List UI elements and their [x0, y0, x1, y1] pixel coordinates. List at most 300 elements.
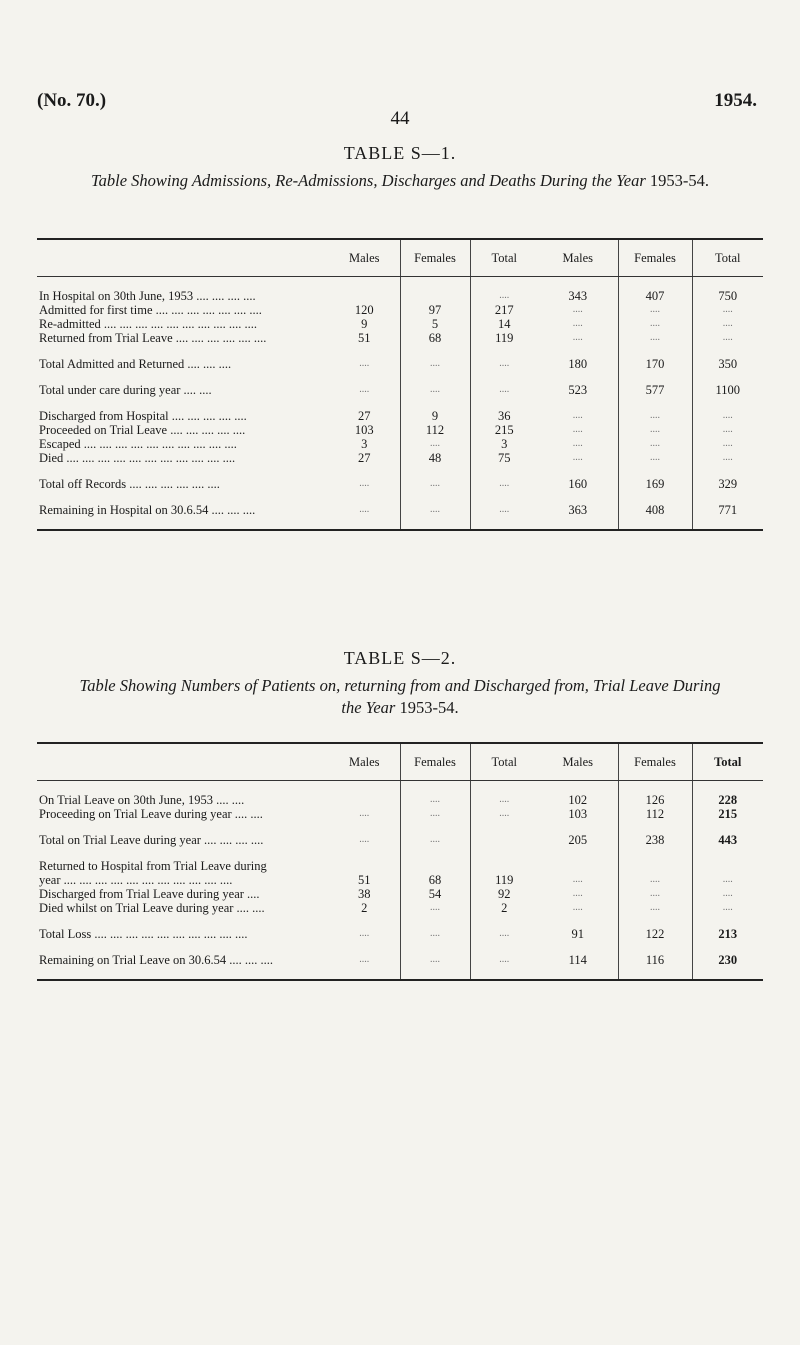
table-cell: .... — [359, 504, 370, 515]
table1-col-header: Total — [692, 239, 763, 277]
table-row — [37, 807, 763, 821]
table-row — [37, 331, 763, 345]
spacer-cell — [37, 517, 329, 530]
row-label: Died whilst on Trial Leave during year .... .... — [39, 901, 265, 915]
table-cell: .... — [618, 317, 692, 331]
table-cell: .... — [400, 953, 470, 967]
spacer-cell — [618, 277, 692, 290]
table2-subtitle-line1: Table Showing Numbers of Patients on, returning from and Discharged from, Trial Leave During — [79, 676, 721, 695]
table-cell — [470, 859, 538, 873]
table-cell: 215 — [692, 807, 763, 821]
table-cell: .... — [470, 503, 538, 517]
spacer-cell — [618, 941, 692, 953]
table-cell: 170 — [618, 357, 692, 371]
table-cell: .... — [400, 833, 470, 847]
spacer-row — [37, 465, 763, 477]
table-cell: .... — [692, 887, 763, 901]
table-cell: 27 — [358, 409, 371, 423]
spacer-cell — [470, 397, 538, 409]
spacer-cell — [692, 781, 763, 794]
row-label: Remaining on Trial Leave on 30.6.54 .... .... .... — [39, 953, 274, 967]
row-label: Total on Trial Leave during year .... .... .... .... — [39, 833, 264, 847]
table-cell: .... — [618, 901, 692, 915]
table-cell: .... — [572, 410, 583, 421]
spacer-cell — [329, 821, 400, 833]
table1-col-header: Females — [618, 239, 692, 277]
table-cell: .... — [572, 902, 583, 913]
table-row — [37, 383, 763, 397]
table2-subtitle-line2-wrap — [20, 697, 780, 719]
table-cell: .... — [400, 357, 470, 371]
table-cell: .... — [400, 503, 470, 517]
spacer-cell — [37, 941, 329, 953]
spacer-cell — [37, 345, 329, 357]
spacer-row — [37, 821, 763, 833]
table-cell: 68 — [400, 873, 470, 887]
spacer-cell — [618, 915, 692, 927]
table-cell: .... — [359, 358, 370, 369]
spacer-cell — [618, 781, 692, 794]
table1 — [37, 238, 763, 531]
table-row — [37, 833, 763, 847]
table-cell: 119 — [470, 331, 538, 345]
table-cell: .... — [400, 927, 470, 941]
spacer-cell — [470, 491, 538, 503]
table-cell: 350 — [692, 357, 763, 371]
table-cell: .... — [618, 303, 692, 317]
table2-col-header: Total — [692, 743, 763, 781]
table-row — [37, 953, 763, 967]
spacer-row — [37, 491, 763, 503]
spacer-cell — [618, 847, 692, 859]
spacer-cell — [618, 491, 692, 503]
spacer-cell — [538, 465, 618, 477]
table-cell: .... — [618, 437, 692, 451]
table-cell: 122 — [618, 927, 692, 941]
table-cell: .... — [470, 807, 538, 821]
row-label: Proceeded on Trial Leave .... .... .... .... .... — [39, 423, 246, 437]
table-cell: .... — [692, 423, 763, 437]
table-cell: 38 — [358, 887, 371, 901]
table-cell: 169 — [618, 477, 692, 491]
table1-col-header: Males — [538, 239, 618, 277]
table-row — [37, 927, 763, 941]
table-cell: 103 — [354, 423, 374, 437]
spacer-cell — [37, 781, 329, 794]
spacer-cell — [470, 821, 538, 833]
table-cell: 443 — [692, 833, 763, 847]
table-cell: 92 — [470, 887, 538, 901]
table2-subtitle-year: 1953-54. — [399, 698, 459, 717]
table-cell: .... — [470, 477, 538, 491]
row-label: year .... .... .... .... .... .... .... .... .... .... .... — [39, 873, 233, 887]
table-cell: 238 — [618, 833, 692, 847]
table-cell: .... — [572, 874, 583, 885]
table-cell: .... — [400, 477, 470, 491]
table-cell: .... — [692, 317, 763, 331]
table-cell: 230 — [692, 953, 763, 967]
row-label: Died .... .... .... .... .... .... .... .... .... .... .... — [39, 451, 236, 465]
spacer-cell — [37, 465, 329, 477]
table-cell: .... — [692, 409, 763, 423]
spacer-cell — [538, 915, 618, 927]
spacer-cell — [470, 967, 538, 980]
table-cell: 771 — [692, 503, 763, 517]
table-cell: 213 — [692, 927, 763, 941]
table-cell: .... — [572, 304, 583, 315]
table-cell: .... — [692, 451, 763, 465]
table-row — [37, 873, 763, 887]
publication-year: 1954. — [714, 90, 757, 111]
table-cell — [400, 289, 470, 303]
spacer-cell — [538, 517, 618, 530]
spacer-cell — [470, 847, 538, 859]
spacer-cell — [692, 371, 763, 383]
table-cell: 14 — [470, 317, 538, 331]
spacer-cell — [692, 345, 763, 357]
table-cell: 205 — [568, 833, 588, 847]
table-cell: 126 — [618, 793, 692, 807]
spacer-cell — [400, 967, 470, 980]
table-row — [37, 303, 763, 317]
row-label: In Hospital on 30th June, 1953 .... .... .... .... — [39, 289, 256, 303]
table-cell: 523 — [568, 383, 588, 397]
spacer-cell — [37, 915, 329, 927]
table2-col-header: Females — [400, 743, 470, 781]
table-cell: .... — [400, 437, 470, 451]
table-cell: 51 — [358, 331, 371, 345]
table-cell: 329 — [692, 477, 763, 491]
row-label: Returned to Hospital from Trial Leave during — [39, 859, 267, 873]
spacer-cell — [37, 847, 329, 859]
spacer-cell — [538, 941, 618, 953]
table-cell: .... — [692, 873, 763, 887]
table-cell: 51 — [358, 873, 371, 887]
spacer-cell — [692, 397, 763, 409]
table-cell: 2 — [470, 901, 538, 915]
spacer-cell — [37, 277, 329, 290]
spacer-cell — [37, 821, 329, 833]
spacer-row — [37, 915, 763, 927]
row-label: Discharged from Trial Leave during year .... — [39, 887, 260, 901]
table-row — [37, 503, 763, 517]
spacer-cell — [470, 517, 538, 530]
table-row — [37, 859, 763, 873]
spacer-cell — [329, 915, 400, 927]
table-cell: 48 — [400, 451, 470, 465]
spacer-cell — [538, 491, 618, 503]
table-cell: .... — [692, 437, 763, 451]
table-cell: .... — [618, 423, 692, 437]
table-cell: 75 — [470, 451, 538, 465]
spacer-cell — [470, 465, 538, 477]
spacer-cell — [538, 371, 618, 383]
table-cell: .... — [572, 438, 583, 449]
table-cell: 119 — [470, 873, 538, 887]
table-cell: .... — [618, 873, 692, 887]
table-cell — [538, 859, 618, 873]
table1-col-header: Males — [329, 239, 400, 277]
table-cell: 217 — [470, 303, 538, 317]
table2-body — [37, 781, 763, 981]
table-row — [37, 451, 763, 465]
spacer-row — [37, 941, 763, 953]
spacer-cell — [329, 491, 400, 503]
table-cell: 408 — [618, 503, 692, 517]
table-row — [37, 357, 763, 371]
table-cell: .... — [572, 332, 583, 343]
table-row — [37, 437, 763, 451]
table-cell: .... — [400, 901, 470, 915]
spacer-cell — [329, 465, 400, 477]
spacer-cell — [692, 941, 763, 953]
table-cell: 112 — [618, 807, 692, 821]
table2-col-header: Females — [618, 743, 692, 781]
spacer-cell — [400, 941, 470, 953]
table-cell: 91 — [571, 927, 584, 941]
spacer-cell — [37, 967, 329, 980]
table-cell: .... — [618, 331, 692, 345]
spacer-cell — [329, 371, 400, 383]
spacer-cell — [692, 517, 763, 530]
spacer-cell — [329, 941, 400, 953]
table-cell: 112 — [400, 423, 470, 437]
table-cell: .... — [692, 901, 763, 915]
spacer-cell — [538, 847, 618, 859]
table-cell: 9 — [400, 409, 470, 423]
spacer-cell — [329, 967, 400, 980]
table-cell: .... — [470, 357, 538, 371]
table-cell: .... — [470, 793, 538, 807]
table-cell: 215 — [470, 423, 538, 437]
table-cell: 3 — [470, 437, 538, 451]
table-cell: .... — [572, 424, 583, 435]
table-cell: 343 — [568, 289, 588, 303]
row-label: Escaped .... .... .... .... .... .... .... .... .... .... — [39, 437, 237, 451]
spacer-cell — [329, 517, 400, 530]
spacer-cell — [618, 345, 692, 357]
table-cell: 114 — [568, 953, 587, 967]
table-row — [37, 793, 763, 807]
table-cell: .... — [572, 318, 583, 329]
row-label: Total off Records .... .... .... .... .... .... — [39, 477, 220, 491]
table-row — [37, 409, 763, 423]
table-cell: 750 — [692, 289, 763, 303]
table-row — [37, 901, 763, 915]
table-cell: 120 — [354, 303, 374, 317]
spacer-cell — [618, 371, 692, 383]
spacer-cell — [470, 781, 538, 794]
spacer-cell — [618, 465, 692, 477]
table-cell: .... — [692, 303, 763, 317]
spacer-cell — [400, 491, 470, 503]
spacer-cell — [470, 345, 538, 357]
spacer-row — [37, 397, 763, 409]
table-cell: .... — [400, 793, 470, 807]
spacer-cell — [37, 491, 329, 503]
table2-subtitle-line2: the Year — [341, 698, 396, 717]
table-cell: .... — [618, 409, 692, 423]
table-row — [37, 317, 763, 331]
spacer-cell — [538, 397, 618, 409]
spacer-cell — [538, 821, 618, 833]
spacer-cell — [400, 277, 470, 290]
table2-row-header — [37, 743, 329, 781]
spacer-cell — [400, 517, 470, 530]
row-label: Total Loss .... .... .... .... .... .... .... .... .... .... — [39, 927, 248, 941]
table-cell: 5 — [400, 317, 470, 331]
spacer-row — [37, 277, 763, 290]
table-cell: 228 — [692, 793, 763, 807]
table-cell: .... — [359, 478, 370, 489]
spacer-cell — [538, 967, 618, 980]
table1-col-header: Females — [400, 239, 470, 277]
table2 — [37, 742, 763, 981]
table-cell: 116 — [618, 953, 692, 967]
spacer-cell — [470, 371, 538, 383]
spacer-row — [37, 517, 763, 530]
spacer-cell — [400, 821, 470, 833]
row-label: On Trial Leave on 30th June, 1953 .... .... — [39, 793, 245, 807]
spacer-cell — [692, 821, 763, 833]
table-row — [37, 477, 763, 491]
table2-col-header: Males — [329, 743, 400, 781]
spacer-cell — [618, 517, 692, 530]
table1-col-header: Total — [470, 239, 538, 277]
spacer-row — [37, 847, 763, 859]
table-cell: 577 — [618, 383, 692, 397]
table-cell — [618, 859, 692, 873]
spacer-cell — [618, 821, 692, 833]
spacer-cell — [400, 397, 470, 409]
table-cell: 27 — [358, 451, 371, 465]
table-cell: 160 — [568, 477, 588, 491]
spacer-cell — [400, 915, 470, 927]
row-label: Total under care during year .... .... — [39, 383, 212, 397]
table-cell: 36 — [470, 409, 538, 423]
table-cell — [329, 289, 400, 303]
spacer-cell — [400, 371, 470, 383]
spacer-row — [37, 345, 763, 357]
table-cell: .... — [470, 927, 538, 941]
table-cell — [329, 793, 400, 807]
table-cell: 1100 — [692, 383, 763, 397]
table-cell: .... — [470, 289, 538, 303]
table-row — [37, 289, 763, 303]
table-row — [37, 423, 763, 437]
table-cell: 68 — [400, 331, 470, 345]
table-cell: 102 — [568, 793, 588, 807]
spacer-cell — [692, 465, 763, 477]
spacer-cell — [400, 781, 470, 794]
table-cell — [400, 859, 470, 873]
spacer-cell — [538, 781, 618, 794]
spacer-cell — [329, 277, 400, 290]
table1-row-header — [37, 239, 329, 277]
row-label: Remaining in Hospital on 30.6.54 .... .... .... — [39, 503, 256, 517]
publication-number: (No. 70.) — [37, 90, 107, 111]
table-cell: .... — [470, 953, 538, 967]
spacer-cell — [400, 345, 470, 357]
table-cell: 9 — [361, 317, 368, 331]
table-cell — [692, 859, 763, 873]
table1-subtitle — [20, 170, 780, 192]
spacer-cell — [329, 847, 400, 859]
spacer-cell — [692, 847, 763, 859]
table-cell: 3 — [361, 437, 368, 451]
spacer-row — [37, 781, 763, 794]
table2-col-header: Males — [538, 743, 618, 781]
row-label: Admitted for first time .... .... .... .... .... .... .... — [39, 303, 262, 317]
table-cell: 180 — [568, 357, 588, 371]
spacer-cell — [692, 967, 763, 980]
row-label: Discharged from Hospital .... .... .... .... .... — [39, 409, 247, 423]
table-cell: .... — [359, 384, 370, 395]
spacer-cell — [618, 967, 692, 980]
spacer-cell — [470, 915, 538, 927]
spacer-cell — [329, 781, 400, 794]
table1-body — [37, 277, 763, 531]
spacer-cell — [470, 277, 538, 290]
spacer-cell — [400, 465, 470, 477]
table-cell: .... — [359, 834, 370, 845]
table-cell: 407 — [618, 289, 692, 303]
spacer-cell — [400, 847, 470, 859]
row-label: Returned from Trial Leave .... .... .... .... .... .... — [39, 331, 267, 345]
table2-subtitle — [20, 675, 780, 719]
table-cell: 97 — [400, 303, 470, 317]
row-label: Proceeding on Trial Leave during year .... .... — [39, 807, 263, 821]
table-cell: .... — [400, 383, 470, 397]
spacer-cell — [470, 941, 538, 953]
table-cell: .... — [572, 452, 583, 463]
table-cell: .... — [400, 807, 470, 821]
table-cell: .... — [359, 808, 370, 819]
table-cell: 363 — [568, 503, 588, 517]
spacer-cell — [329, 397, 400, 409]
table-cell: 54 — [400, 887, 470, 901]
table2-col-header: Total — [470, 743, 538, 781]
table-cell — [329, 859, 400, 873]
spacer-cell — [538, 277, 618, 290]
spacer-cell — [37, 397, 329, 409]
table1-title: TABLE S—1. — [343, 143, 457, 163]
page-number: 44 — [390, 108, 410, 129]
table-cell: .... — [692, 331, 763, 345]
table-cell: .... — [359, 954, 370, 965]
spacer-cell — [692, 277, 763, 290]
spacer-cell — [692, 491, 763, 503]
table-cell: .... — [618, 451, 692, 465]
table-cell: .... — [359, 928, 370, 939]
table2-title: TABLE S—2. — [343, 648, 457, 668]
table-cell — [470, 833, 538, 847]
table1-subtitle-year: 1953-54. — [649, 171, 709, 190]
table-cell: 103 — [568, 807, 588, 821]
table-row — [37, 887, 763, 901]
table1-subtitle-text: Table Showing Admissions, Re-Admissions, Discharges and Deaths During the Year — [90, 171, 646, 190]
spacer-cell — [329, 345, 400, 357]
spacer-row — [37, 371, 763, 383]
table-cell: 2 — [361, 901, 368, 915]
spacer-cell — [37, 371, 329, 383]
row-label: Total Admitted and Returned .... .... .... — [39, 357, 232, 371]
spacer-cell — [618, 397, 692, 409]
table-cell: .... — [470, 383, 538, 397]
row-label: Re-admitted .... .... .... .... .... .... .... .... .... .... — [39, 317, 258, 331]
spacer-cell — [538, 345, 618, 357]
table-cell: .... — [572, 888, 583, 899]
